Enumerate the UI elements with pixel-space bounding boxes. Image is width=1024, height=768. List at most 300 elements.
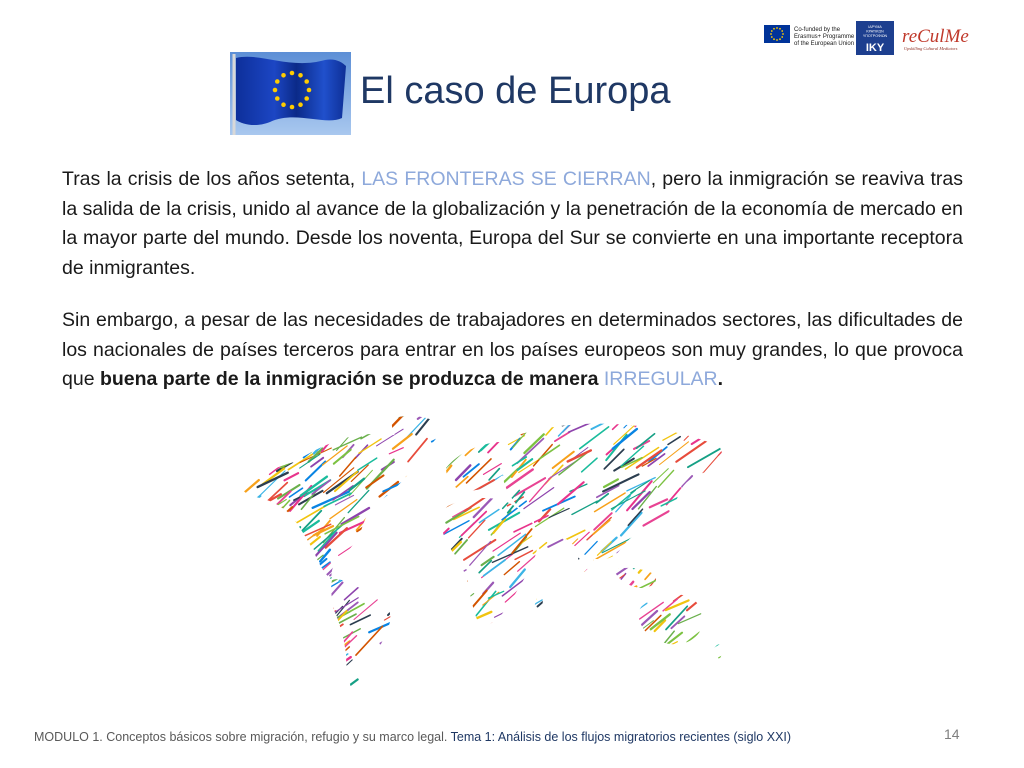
map-scribble: [329, 583, 343, 599]
map-scribble: [238, 562, 259, 573]
map-scribble: [292, 521, 319, 540]
map-scribble: [258, 473, 288, 487]
map-scribble: [294, 604, 328, 621]
map-scribble: [686, 410, 707, 419]
map-scribble: [518, 667, 545, 692]
map-scribble: [659, 413, 673, 419]
map-scribble: [330, 632, 352, 657]
map-scribble: [272, 611, 291, 625]
footer-module: MODULO 1. Conceptos básicos sobre migración, refugio y su marco legal.: [34, 730, 451, 744]
map-scribble: [426, 672, 439, 682]
map-scribble: [640, 533, 661, 550]
map-scribble: [297, 662, 321, 676]
recultm-logo: [902, 26, 969, 51]
map-scribble: [275, 507, 292, 523]
map-scribble: [556, 673, 570, 682]
map-scribble: [234, 531, 250, 551]
map-scribble: [592, 647, 616, 664]
map-scribble: [339, 534, 371, 555]
map-scribble: [469, 670, 499, 684]
map-scribble: [464, 651, 477, 661]
map-scribble: [253, 410, 285, 420]
map-scribble: [707, 480, 728, 495]
map-scribble: [269, 500, 287, 511]
map-scribble: [247, 463, 266, 472]
map-scribble: [304, 559, 326, 578]
map-scribble: [263, 643, 283, 667]
map-scribble: [386, 677, 402, 694]
map-scribble: [305, 583, 323, 592]
map-scribble: [599, 642, 615, 654]
map-scribble: [566, 530, 585, 539]
map-scribble: [433, 466, 451, 489]
paragraph-2: [62, 306, 963, 395]
map-scribble: [412, 513, 440, 527]
map-scribble: [597, 486, 619, 498]
map-scribble: [318, 410, 350, 419]
map-scribble: [639, 543, 665, 572]
map-scribble: [243, 424, 258, 431]
map-scribble: [652, 410, 677, 424]
map-scribble: [658, 470, 673, 487]
map-scribble: [687, 587, 715, 610]
map-scribble: [353, 410, 381, 415]
map-scribble: [709, 478, 734, 498]
map-scribble: [260, 553, 284, 581]
map-scribble: [236, 410, 253, 429]
map-scribble: [464, 656, 484, 680]
map-scribble: [267, 664, 295, 676]
map-scribble: [653, 582, 667, 590]
map-scribble: [585, 541, 597, 554]
map-scribble: [248, 574, 261, 586]
map-scribble: [522, 426, 533, 434]
map-scribble: [602, 535, 637, 552]
map-scribble: [524, 434, 543, 453]
map-scribble: [311, 590, 330, 604]
p2-text-start: Sin embargo, a pesar de las necesidades de trabajadores en determinados sectores, las dificultades de los nacionales de países terceros para entrar en los países europeos son muy grandes, lo que provoca que: [62, 309, 963, 390]
map-scribble: [282, 579, 318, 595]
map-scribble: [428, 636, 454, 666]
map-scribble: [508, 599, 536, 614]
map-scribble: [588, 625, 598, 637]
map-scribble: [354, 540, 388, 557]
map-scribble: [288, 444, 300, 456]
map-scribble: [502, 572, 533, 596]
map-scribble: [322, 440, 331, 451]
map-scribble: [292, 625, 311, 647]
map-scribble: [462, 645, 485, 663]
map-scribble: [628, 509, 642, 525]
map-scribble: [626, 652, 637, 665]
map-scribble: [537, 655, 552, 668]
map-scribble: [715, 572, 732, 587]
map-scribble: [502, 501, 526, 520]
map-scribble: [238, 616, 260, 629]
map-scribble: [563, 559, 578, 573]
map-scribble: [324, 410, 337, 411]
map-scribble: [568, 450, 591, 461]
map-scribble: [421, 544, 436, 558]
map-scribble: [637, 434, 655, 449]
map-scribble: [493, 630, 513, 639]
map-scribble: [714, 550, 725, 560]
map-scribble: [280, 545, 292, 554]
map-scribble: [647, 561, 671, 590]
map-scribble: [568, 674, 583, 683]
map-scribble: [582, 410, 606, 416]
map-scribble: [430, 529, 448, 547]
map-scribble: [726, 421, 734, 439]
map-scribble: [315, 428, 332, 437]
map-scribble: [681, 569, 712, 585]
map-scribble: [298, 593, 321, 621]
map-scribble: [297, 650, 323, 663]
map-scribble: [556, 563, 578, 582]
map-scribble: [266, 417, 287, 428]
map-scribble: [572, 501, 597, 514]
paragraph-1: [62, 165, 963, 283]
map-scribble: [316, 573, 348, 591]
map-scribble: [371, 663, 395, 686]
map-scribble: [621, 513, 641, 536]
map-scribble: [472, 612, 491, 620]
map-scribble: [479, 625, 499, 641]
map-scribble: [263, 649, 294, 663]
map-scribble: [259, 532, 279, 553]
map-scribble: [602, 605, 616, 621]
map-scribble: [629, 529, 658, 552]
map-scribble: [358, 458, 377, 470]
map-scribble: [572, 651, 601, 673]
map-scribble: [328, 647, 349, 666]
map-scribble: [463, 667, 492, 691]
map-scribble: [646, 689, 660, 695]
map-scribble: [368, 417, 378, 427]
map-scribble: [438, 521, 469, 538]
map-scribble: [389, 448, 403, 454]
map-scribble: [678, 496, 693, 510]
map-scribble: [486, 675, 499, 687]
map-scribble: [495, 605, 520, 618]
map-scribble: [304, 610, 319, 628]
map-scribble: [725, 537, 734, 544]
map-scribble: [578, 665, 597, 679]
map-scribble: [263, 410, 285, 423]
map-scribble: [283, 613, 302, 622]
map-scribble: [429, 568, 442, 580]
map-scribble: [383, 478, 412, 491]
map-scribble: [293, 555, 324, 579]
map-scribble: [301, 622, 321, 647]
map-scribble: [716, 501, 727, 514]
map-scribble: [256, 449, 279, 470]
map-scribble: [483, 663, 506, 681]
map-scribble: [248, 520, 260, 530]
map-scribble: [319, 646, 331, 659]
map-scribble: [614, 459, 634, 471]
map-scribble: [408, 503, 435, 529]
map-scribble: [473, 418, 507, 434]
map-scribble: [656, 650, 689, 672]
map-scribble: [689, 552, 705, 565]
map-scribble: [283, 607, 314, 628]
map-scribble: [285, 660, 317, 677]
map-scribble: [257, 559, 273, 574]
map-scribble: [727, 584, 734, 599]
map-scribble: [609, 582, 633, 611]
map-scribble: [616, 410, 636, 417]
map-scribble: [253, 657, 280, 678]
map-scribble: [677, 675, 699, 685]
map-scribble: [462, 633, 487, 651]
map-scribble: [287, 410, 312, 428]
map-scribble: [409, 642, 433, 665]
map-scribble: [241, 508, 254, 520]
map-scribble: [249, 576, 280, 597]
map-scribble: [404, 520, 429, 534]
map-scribble: [273, 646, 296, 665]
map-scribble: [669, 646, 695, 666]
map-scribble: [374, 525, 385, 534]
map-scribble: [409, 639, 425, 658]
map-scribble: [613, 413, 631, 430]
map-scribble: [697, 556, 723, 568]
map-scribble: [728, 607, 734, 627]
body-text: [62, 165, 963, 418]
map-scribble: [709, 410, 725, 411]
map-scribble: [558, 482, 584, 504]
map-scribble: [293, 581, 320, 594]
map-scribble: [254, 439, 277, 466]
map-scribble: [733, 458, 734, 474]
map-scribble: [716, 467, 734, 482]
map-scribble: [548, 613, 570, 635]
map-scribble: [687, 637, 708, 650]
page-title: El caso de Europa: [360, 70, 671, 112]
map-scribble: [442, 603, 459, 621]
map-scribble: [528, 636, 553, 649]
map-scribble: [317, 608, 333, 617]
map-scribble: [236, 670, 250, 687]
map-scribble: [238, 563, 259, 584]
map-scribble: [319, 654, 348, 673]
map-scribble: [603, 474, 638, 491]
map-scribble: [393, 434, 412, 449]
map-scribble: [432, 435, 445, 441]
recultm-label: reCulMe: [902, 26, 969, 47]
map-scribble: [662, 659, 685, 671]
map-scribble: [242, 456, 263, 474]
map-scribble: [258, 527, 289, 544]
p2-highlight: IRREGULAR: [603, 368, 718, 390]
map-scribble: [234, 480, 258, 501]
map-scribble: [546, 608, 579, 625]
map-scribble: [676, 558, 689, 568]
map-scribble: [370, 526, 399, 539]
map-scribble: [503, 664, 529, 679]
map-scribble: [274, 670, 292, 679]
map-scribble: [307, 562, 330, 578]
map-scribble: [720, 410, 734, 434]
map-scribble: [285, 650, 300, 663]
map-scribble: [609, 620, 630, 637]
map-scribble: [645, 560, 662, 580]
map-scribble: [582, 612, 608, 637]
map-scribble: [236, 673, 258, 694]
map-scribble: [608, 574, 626, 596]
map-scribble: [654, 672, 674, 687]
map-scribble: [403, 690, 417, 696]
map-scribble: [698, 410, 720, 425]
map-scribble: [333, 636, 356, 658]
p1-highlight: LAS FRONTERAS SE CIERRAN: [361, 168, 651, 190]
map-scribble: [311, 645, 330, 661]
map-scribble: [418, 410, 436, 419]
world-map-icon: [234, 410, 734, 700]
map-scribble: [683, 508, 705, 526]
map-scribble: [364, 567, 384, 577]
map-scribble: [303, 537, 320, 551]
map-scribble: [241, 646, 258, 667]
map-scribble: [257, 410, 288, 429]
map-scribble: [658, 410, 682, 423]
map-scribble: [277, 450, 294, 459]
map-scribble: [262, 625, 286, 635]
map-scribble: [682, 476, 692, 487]
map-scribble: [653, 642, 677, 654]
iky-line-1: ΙΔΡΥΜΑ: [868, 25, 882, 29]
map-scribble: [417, 631, 435, 651]
map-scribble: [528, 415, 543, 430]
iky-label: IKY: [865, 42, 885, 54]
map-scribble: [597, 542, 611, 556]
map-scribble: [384, 610, 401, 620]
map-scribble: [621, 624, 634, 635]
map-scribble: [321, 410, 342, 424]
map-scribble: [474, 624, 493, 637]
map-scribble: [357, 508, 376, 530]
map-scribble: [543, 412, 560, 423]
map-scribble: [508, 645, 520, 657]
map-scribble: [319, 624, 343, 640]
map-scribble: [503, 490, 520, 508]
map-scribble: [284, 612, 313, 636]
map-scribble: [707, 661, 726, 672]
map-scribble: [423, 634, 434, 645]
map-scribble: [717, 615, 734, 642]
map-scribble: [555, 432, 570, 441]
map-scribble: [651, 537, 664, 549]
map-scribble: [350, 615, 370, 625]
map-scribble: [389, 531, 402, 547]
map-scribble: [538, 593, 553, 606]
map-scribble: [504, 562, 519, 575]
map-scribble: [432, 647, 460, 664]
map-scribble: [361, 431, 375, 439]
map-scribble: [332, 680, 358, 699]
logos-bar: [762, 18, 998, 58]
map-scribble: [698, 512, 719, 539]
map-scribble: [436, 613, 458, 640]
p1-text-start: Tras la crisis de los años setenta,: [62, 168, 362, 190]
map-scribble: [584, 590, 598, 603]
map-scribble: [246, 494, 281, 513]
map-scribble: [396, 643, 409, 651]
map-scribble: [320, 611, 335, 618]
map-scribble: [453, 663, 478, 693]
page-number: 14: [944, 726, 960, 742]
map-scribble: [593, 582, 609, 596]
map-scribble: [286, 410, 302, 415]
map-scribble: [627, 478, 655, 491]
map-scribble: [644, 673, 670, 696]
map-scribble: [563, 418, 580, 425]
map-scribble: [693, 506, 708, 516]
map-scribble: [443, 433, 460, 446]
map-scribble: [353, 562, 365, 573]
map-scribble: [628, 664, 654, 675]
map-scribble: [534, 445, 553, 466]
map-scribble: [378, 639, 409, 658]
map-scribble: [398, 562, 415, 572]
map-scribble: [252, 583, 264, 595]
map-scribble: [334, 450, 351, 464]
map-scribble: [697, 586, 728, 599]
map-scribble: [407, 674, 436, 694]
eu-text-3: of the European Union: [794, 41, 855, 47]
map-scribble: [343, 555, 372, 577]
map-scribble: [244, 498, 258, 509]
map-scribble: [513, 621, 529, 637]
map-scribble: [733, 500, 734, 517]
map-scribble: [270, 522, 294, 538]
map-scribble: [240, 624, 253, 638]
map-scribble: [465, 437, 485, 455]
map-scribble: [664, 571, 692, 588]
map-scribble: [721, 448, 732, 461]
map-scribble: [359, 439, 381, 453]
map-scribble: [619, 551, 643, 568]
map-scribble: [392, 410, 414, 427]
map-scribble: [563, 612, 588, 628]
map-scribble: [731, 550, 734, 563]
map-scribble: [398, 482, 429, 504]
map-scribble: [333, 437, 361, 450]
map-scribble: [476, 427, 499, 440]
map-scribble: [296, 637, 322, 662]
map-scribble: [728, 594, 734, 615]
map-scribble: [728, 660, 734, 683]
map-scribble: [630, 577, 662, 592]
map-scribble: [727, 572, 734, 587]
map-scribble: [706, 512, 722, 525]
map-scribble: [236, 541, 252, 556]
map-scribble: [538, 657, 571, 677]
map-scribble: [553, 591, 570, 600]
map-scribble: [539, 574, 557, 590]
map-scribble: [347, 551, 377, 573]
map-scribble: [288, 451, 317, 469]
map-scribble: [569, 420, 598, 432]
map-scribble: [728, 410, 734, 413]
map-scribble: [441, 668, 466, 689]
map-scribble: [242, 625, 263, 638]
map-scribble: [237, 528, 255, 543]
map-scribble: [464, 540, 495, 560]
map-scribble: [718, 419, 732, 436]
waving-eu-flag-icon: [230, 52, 351, 135]
